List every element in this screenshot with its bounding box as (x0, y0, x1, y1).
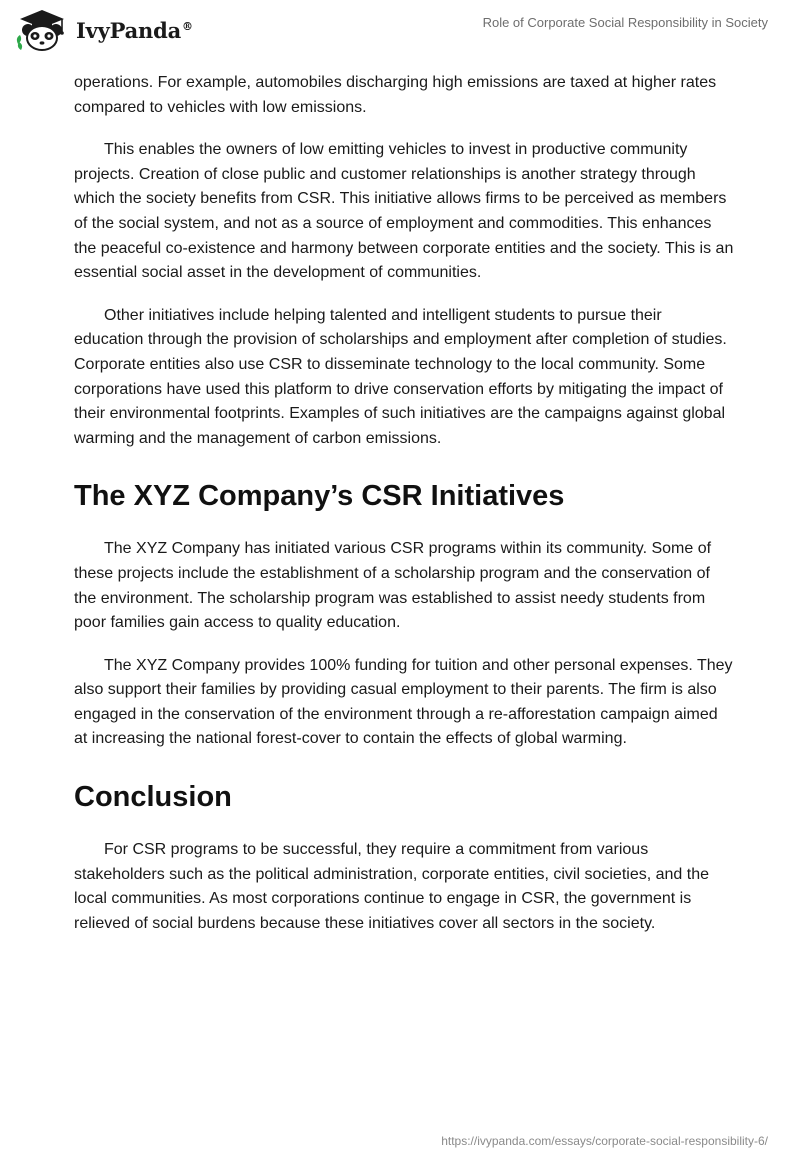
paragraph: operations. For example, automobiles discharging high emissions are taxed at higher rates compared to vehicles with low emissions. (74, 74, 717, 116)
paragraph: Other initiatives include helping talented and intelligent students to pursue their education through the provision of scholarships and employment after completion of studies. Corporate entities also use CSR to disseminate technology to the local community. Some corporations have used this platform to drive conservation efforts by mitigating the impact of their environmental footprints. Examples of such initiatives are the campaigns against global warming and the management of carbon emissions. (74, 306, 727, 447)
brand-name: IvyPanda® (76, 17, 193, 43)
panda-graduation-cap-icon (14, 8, 70, 52)
section-heading: Conclusion (74, 781, 232, 814)
paragraph: This enables the owners of low emitting vehicles to invest in productive community projects. Creation of close public and customer relationships is another strategy through which the society benefits from CSR. This initiative allows firms to be perceived as members of the social system, and not as a source of employment and commodities. This enhances the peaceful co-existence and harmony between corporate entities and the society. This is an essential social asset in the development of communities. (74, 141, 734, 282)
essay-content (74, 71, 734, 954)
paragraph: For CSR programs to be successful, they require a commitment from various stakeholders such as the political administration, corporate entities, civil societies, and the local communities. As most corporations continue to engage in CSR, the government is relieved of social burdens because these initiatives cover all sectors in the society. (74, 841, 709, 932)
paragraph: The XYZ Company provides 100% funding for tuition and other personal expenses. They also support their families by providing casual employment to their parents. The firm is also engaged in the conservation of the environment through a re-afforestation campaign aimed at increasing the national forest-cover to contain the effects of global warming. (74, 656, 733, 748)
ivypanda-logo[interactable] (14, 8, 193, 52)
page-header (0, 0, 800, 70)
section-heading: The XYZ Company’s CSR Initiatives (74, 480, 565, 513)
document-title: Role of Corporate Social Responsibility in Society (482, 15, 768, 30)
paragraph: The XYZ Company has initiated various CSR programs within its community. Some of these projects include the establishment of a scholarship program and the conservation of the environment. The scholarship program was established to assist needy students from poor families gain access to quality education. (74, 540, 712, 632)
registered-mark: ® (182, 19, 193, 33)
source-url[interactable]: https://ivypanda.com/essays/corporate-social-responsibility-6/ (441, 1134, 768, 1148)
